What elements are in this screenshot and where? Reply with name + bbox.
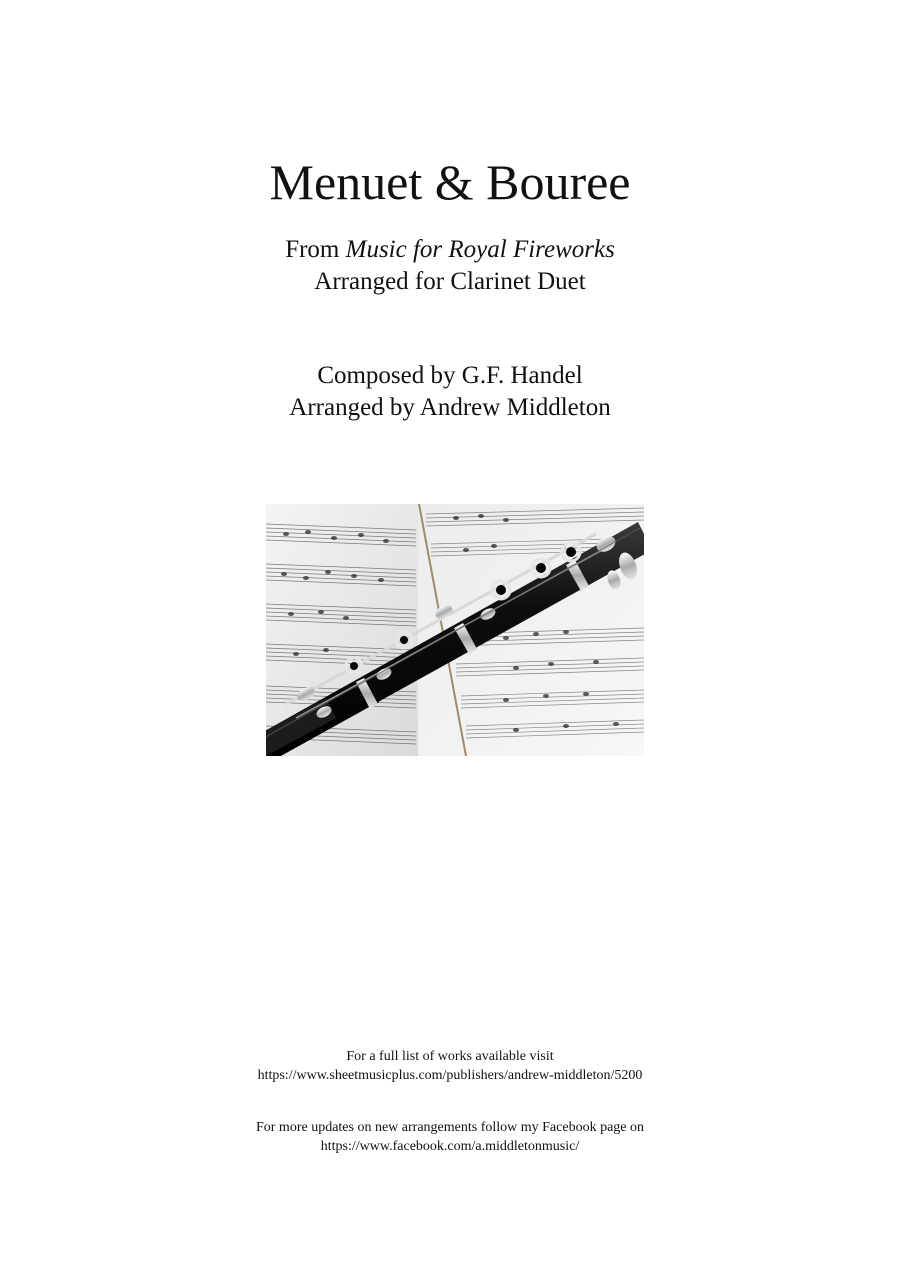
clarinet-illustration	[266, 504, 644, 756]
arranged-for-line: Arranged for Clarinet Duet	[314, 268, 586, 295]
facebook-intro: For more updates on new arrangements follow my Facebook page on	[255, 1120, 644, 1135]
piece-title: Menuet & Bouree	[269, 154, 631, 210]
source-work-title: Music for Royal Fireworks	[345, 236, 615, 263]
source-work-line	[0, 234, 900, 266]
composer-line: Composed by G.F. Handel	[317, 362, 583, 389]
facebook-note	[0, 1118, 900, 1156]
source-prefix: From	[285, 236, 346, 263]
credits	[0, 360, 900, 424]
clarinet-cover-image	[266, 504, 644, 756]
works-list-intro: For a full list of works available visit	[346, 1049, 554, 1064]
works-list-note	[0, 1047, 900, 1085]
works-list-url[interactable]: https://www.sheetmusicplus.com/publishers/andrew-middleton/5200	[257, 1068, 643, 1083]
facebook-url[interactable]: https://www.facebook.com/a.middletonmusic/	[320, 1139, 580, 1154]
subtitle	[0, 234, 900, 298]
arranger-line: Arranged by Andrew Middleton	[289, 394, 611, 421]
